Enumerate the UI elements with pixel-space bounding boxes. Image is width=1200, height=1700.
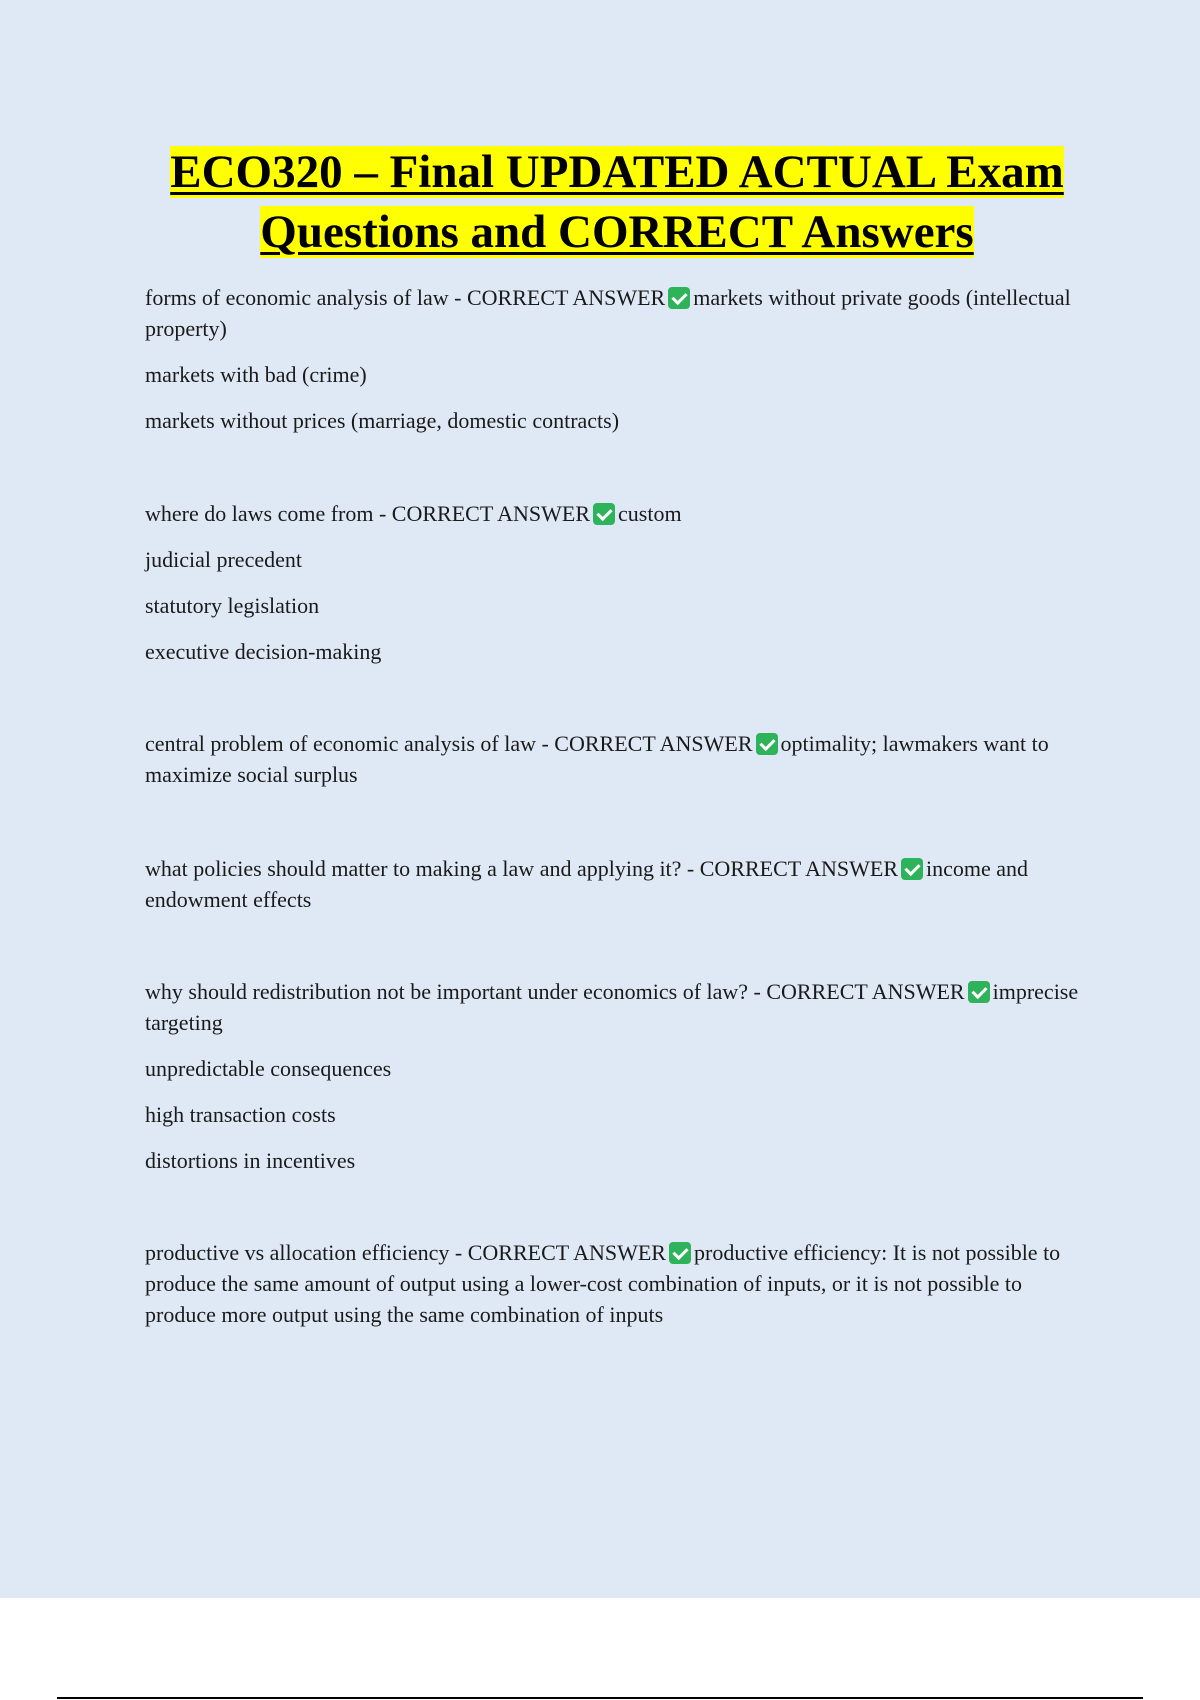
check-mark-icon bbox=[593, 503, 615, 525]
answer-text: markets without private goods (intellectual property) bbox=[145, 285, 1071, 341]
answer-line: executive decision-making bbox=[145, 639, 382, 664]
answer-text: custom bbox=[618, 501, 682, 526]
answer-line: unpredictable consequences bbox=[145, 1056, 392, 1081]
qa-question-answer bbox=[145, 853, 1085, 915]
title-line-1: ECO320 – Final UPDATED ACTUAL Exam bbox=[170, 146, 1064, 198]
qa-question-answer bbox=[145, 498, 1085, 529]
footer-divider bbox=[57, 1697, 1143, 1699]
question-text: productive vs allocation efficiency - CORRECT ANSWER bbox=[145, 1240, 666, 1265]
answer-line: statutory legislation bbox=[145, 593, 320, 618]
qa-item bbox=[145, 498, 1085, 667]
qa-item bbox=[145, 853, 1085, 915]
answer-text: optimality; lawmakers want to maximize social surplus bbox=[145, 731, 1049, 787]
qa-item bbox=[145, 976, 1085, 1176]
question-text: central problem of economic analysis of law - CORRECT ANSWER bbox=[145, 731, 753, 756]
answer-text: imprecise targeting bbox=[145, 979, 1079, 1035]
answer-line: markets without prices (marriage, domestic contracts) bbox=[145, 408, 620, 433]
qa-list bbox=[145, 282, 1085, 1345]
answer-text: productive efficiency: It is not possible to produce the same amount of output using a lower-cost combination of inputs, or it is not possible to produce more output using the same combination of inputs bbox=[145, 1240, 1061, 1327]
answer-text: income and endowment effects bbox=[145, 856, 1029, 912]
answer-line: distortions in incentives bbox=[145, 1148, 356, 1173]
check-mark-icon bbox=[669, 1242, 691, 1264]
qa-item bbox=[145, 282, 1085, 436]
qa-item bbox=[145, 728, 1085, 790]
question-text: forms of economic analysis of law - CORRECT ANSWER bbox=[145, 285, 666, 310]
question-text: why should redistribution not be important under economics of law? - CORRECT ANSWER bbox=[145, 979, 965, 1004]
qa-question-answer bbox=[145, 282, 1085, 344]
qa-item bbox=[145, 1237, 1085, 1330]
qa-question-answer bbox=[145, 728, 1085, 790]
answer-line: high transaction costs bbox=[145, 1102, 336, 1127]
title-line-2: Questions and CORRECT Answers bbox=[260, 206, 974, 258]
question-text: where do laws come from - CORRECT ANSWER bbox=[145, 501, 591, 526]
check-mark-icon bbox=[756, 733, 778, 755]
question-text: what policies should matter to making a law and applying it? - CORRECT ANSWER bbox=[145, 856, 898, 881]
answer-line: markets with bad (crime) bbox=[145, 362, 367, 387]
check-mark-icon bbox=[668, 287, 690, 309]
answer-line: judicial precedent bbox=[145, 547, 302, 572]
check-mark-icon bbox=[901, 858, 923, 880]
qa-question-answer bbox=[145, 1237, 1085, 1330]
qa-question-answer bbox=[145, 976, 1085, 1038]
document-title bbox=[120, 142, 1114, 262]
check-mark-icon bbox=[968, 981, 990, 1003]
